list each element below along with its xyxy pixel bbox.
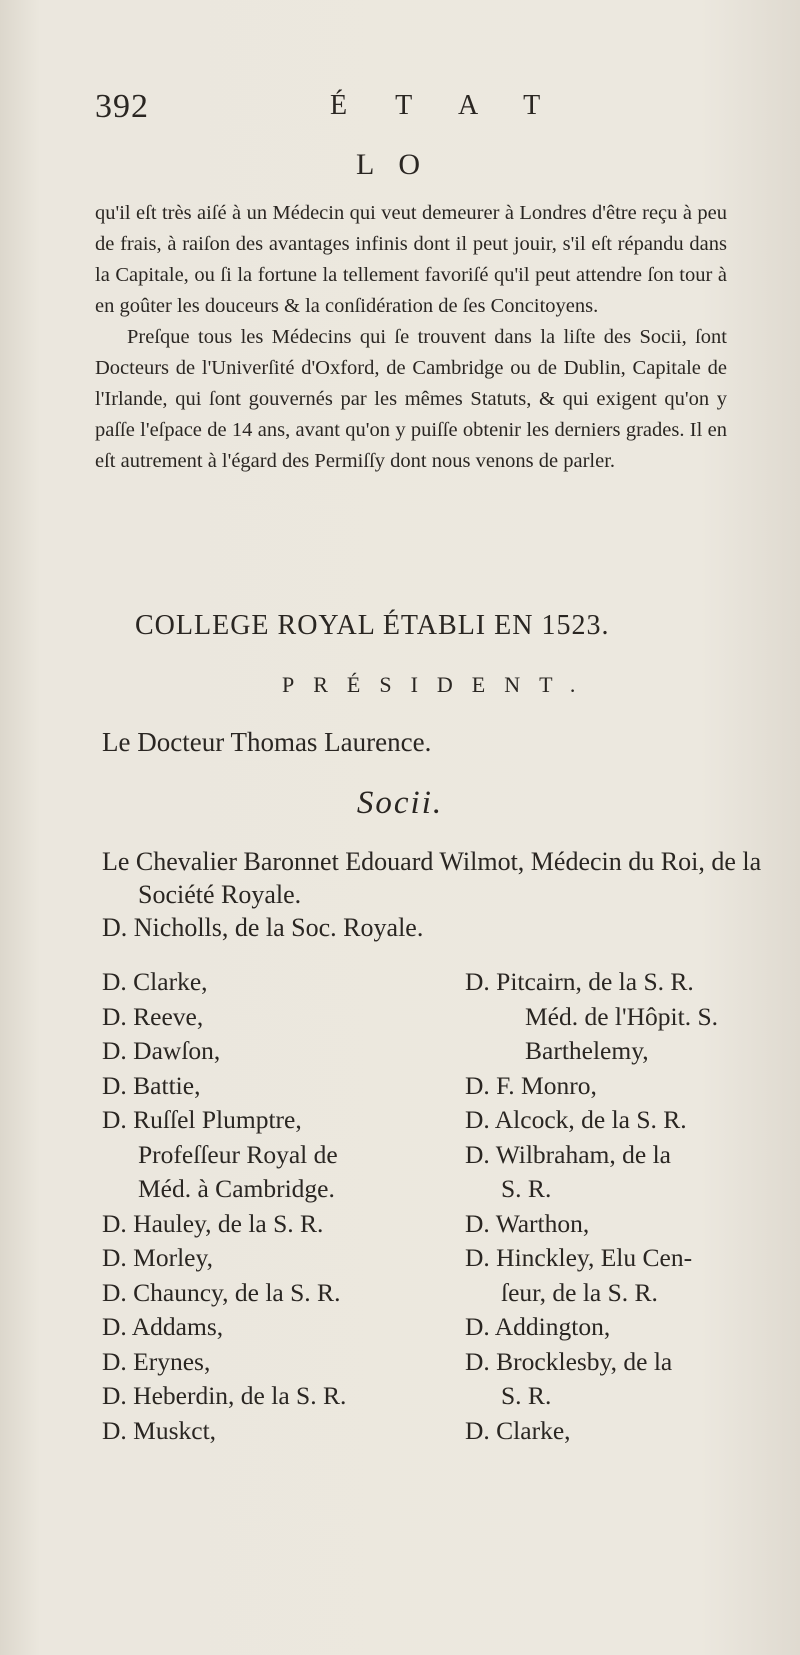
member-entry-continuation: S. R. xyxy=(501,1174,552,1203)
members-right-column xyxy=(465,965,765,1448)
member-entry: D. Heberdin, de la S. R. xyxy=(102,1381,347,1410)
member-entry: D. Chauncy, de la S. R. xyxy=(102,1277,341,1307)
member-entry: D. Clarke, xyxy=(102,967,208,996)
page-header xyxy=(95,88,745,128)
member-entry: D. Reeve, xyxy=(102,1001,204,1031)
members-full-width xyxy=(102,845,767,944)
member-entry: D. Brocklesby, de la xyxy=(465,1346,673,1376)
running-head: ÉTAT xyxy=(330,90,589,121)
member-entry: D. Warthon, xyxy=(465,1208,590,1238)
page-number: 392 xyxy=(95,88,149,125)
member-entry: D. Muskct, xyxy=(102,1415,217,1445)
paragraph-2: Preſque tous les Médecins qui ſe trouvent dans la liſte des Socii, ſont Docteurs de l'Univerſité d'Oxford, de Cambridge ou de Dublin, Capitale de l'Irlande, qui ſont gouvernés par les mêmes Statuts, & qui exigent qu'on y paſſe l'eſpace de 14 ans, avant qu'on y puiſſe obtenir les derniers grades. Il en eſt autrement à l'égard des Permiſſy dont nous venons de parler. xyxy=(95,326,727,472)
body-text xyxy=(95,198,727,477)
member-entry-continuation: S. R. xyxy=(501,1381,552,1410)
members-left-column xyxy=(102,965,432,1448)
member-entry: D. Clarke, xyxy=(465,1415,571,1445)
college-heading: COLLEGE ROYAL ÉTABLI EN 1523. xyxy=(135,610,610,641)
paragraph-1: qu'il eſt très aiſé à un Médecin qui veut demeurer à Londres d'être reçu à peu de frais, à raiſon des avantages infinis dont il peut jouir, s'il eſt répandu dans la Capitale, ou ſi la fortune la tellement favoriſé qu'il peut attendre ſon tour à en goûter les douceurs & la conſidération de ſes Concitoyens. xyxy=(95,202,727,317)
member-entry: D. F. Monro, xyxy=(465,1070,597,1100)
member-entry: D. Erynes, xyxy=(102,1346,211,1376)
member-entry: Le Chevalier Baronnet Edouard Wilmot, Médecin du Roi, de la Société Royale. xyxy=(102,847,762,909)
member-entry: D. Nicholls, de la Soc. Royale. xyxy=(102,913,424,942)
socii-heading: Socii. xyxy=(356,785,444,821)
member-entry: D. Battie, xyxy=(102,1070,201,1100)
president-name: Le Docteur Thomas Laurence. xyxy=(102,727,432,757)
member-entry: D. Wilbraham, de la xyxy=(465,1139,671,1169)
member-entry: D. Dawſon, xyxy=(102,1036,221,1065)
member-entry: D. Ruſſel Plumptre, xyxy=(102,1105,302,1134)
member-entry: D. Hinckley, Elu Cen- xyxy=(465,1243,693,1272)
member-entry-continuation: Méd. à Cambridge. xyxy=(138,1174,335,1203)
member-entry: D. Morley, xyxy=(102,1243,213,1272)
member-entry-continuation: ſeur, de la S. R. xyxy=(501,1277,658,1307)
member-entry: D. Alcock, de la S. R. xyxy=(465,1105,687,1134)
member-entry: D. Addams, xyxy=(102,1312,224,1341)
member-entry: D. Hauley, de la S. R. xyxy=(102,1208,324,1238)
member-entry: D. Addington, xyxy=(465,1312,611,1341)
member-entry: D. Pitcairn, de la S. R. xyxy=(465,967,694,996)
member-entry-continuation: Barthelemy, xyxy=(525,1036,649,1065)
president-label: PRÉSIDENT. xyxy=(282,672,595,697)
member-entry-continuation: Méd. de l'Hôpit. S. xyxy=(525,1001,719,1031)
member-entry-continuation: Profeſſeur Royal de xyxy=(138,1139,338,1169)
section-letters: LO xyxy=(356,148,444,181)
